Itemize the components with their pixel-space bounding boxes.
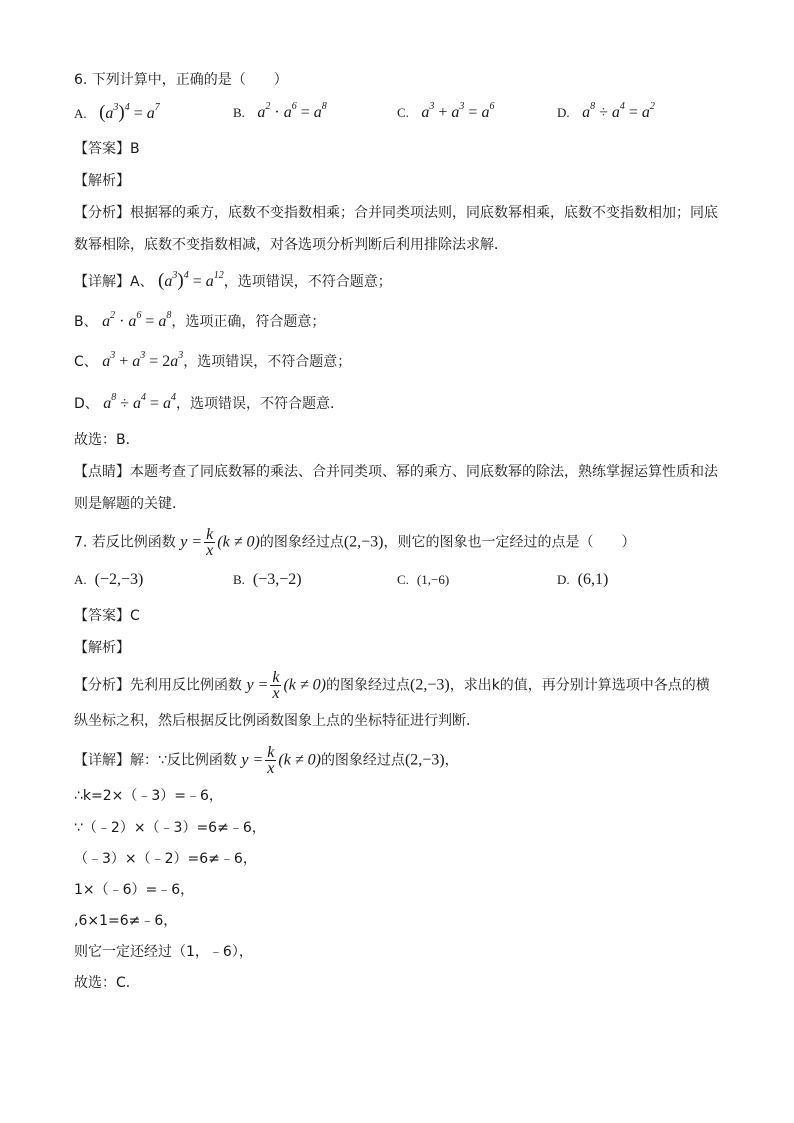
fenxi-mid: 的图象经过点 (326, 677, 411, 694)
q7-option-b (233, 570, 302, 590)
detail-d-expr: $a^8 \div a^4 = a^4$ (103, 392, 177, 412)
q7-step-6: 则它一定还经过（1，﹣6）， (74, 944, 253, 960)
detail-y-eq: y = (241, 751, 264, 769)
q7-option-c-label: C. (397, 572, 409, 587)
q7-option-a-label: A. (74, 572, 87, 587)
q6-option-c-expr: $a^3 + a^3 = a^6$ (421, 101, 495, 121)
q6-option-d-label: D. (557, 105, 570, 120)
detail-suffix: ， (444, 752, 459, 769)
q6-option-b-expr: $a^2 \cdot a^6 = a^8$ (257, 101, 327, 121)
fraction-denominator: x (267, 760, 275, 777)
q7-option-c (397, 570, 449, 590)
q6-fenxi-1 (74, 203, 718, 223)
q7-fenxi-1 (74, 670, 710, 701)
xiangjie-tag: 【详解】 (74, 274, 130, 290)
q6-detail-c (74, 352, 351, 372)
q7-option-a-expr: (−2,−3) (94, 571, 144, 588)
dianjing-tag: 【点睛】 (74, 464, 130, 480)
q6-detail-b (74, 312, 325, 332)
fenxi-fraction (270, 670, 281, 701)
q6-option-b (233, 103, 327, 123)
q7-detail-1 (74, 745, 459, 776)
q7-condition: (k ≠ 0) (217, 533, 260, 551)
q6-dianjing-2: 则是解题的关键． (74, 496, 186, 512)
q6-choose: 故选：B． (74, 432, 140, 448)
detail-c-prefix: C、 (74, 354, 98, 370)
fraction-denominator: x (206, 542, 214, 559)
detail-a-text: ，选项错误，不符合题意； (223, 274, 392, 290)
q7-option-d-label: D. (557, 572, 570, 587)
detail-prefix: 解：∵反比例函数 (130, 752, 237, 769)
dianjing-text: 本题考查了同底数幂的乘法、合并同类项、幂的乘方、同底数幂的除法，熟练掌握运算性质和法 (130, 464, 718, 480)
q7-stem-mid: 的图象经过点 (259, 534, 344, 551)
fenxi-prefix: 先利用反比例函数 (130, 677, 242, 694)
detail-fraction (265, 745, 276, 776)
q7-option-a (74, 570, 143, 590)
answer-tag: 【答案】 (74, 608, 130, 624)
q7-option-d-expr: (6,1) (577, 571, 609, 588)
q6-option-c (397, 103, 494, 123)
fraction-numerator: k (272, 669, 280, 686)
fraction-denominator: x (272, 685, 280, 702)
fraction-numerator: k (267, 744, 275, 761)
q7-stem-prefix: 7. 若反比例函数 (74, 534, 176, 551)
q7-option-b-expr: (−3,−2) (252, 571, 302, 588)
q7-stem (74, 527, 636, 558)
detail-c-expr: $a^3 + a^3 = 2a^3$ (102, 350, 184, 370)
answer-value: B (130, 141, 140, 157)
detail-d-text: ，选项错误，不符合题意． (176, 396, 345, 412)
answer-value: C (130, 608, 140, 624)
q7-step-1: ∴k=2×（﹣3）=﹣6， (74, 788, 223, 804)
q7-option-d (557, 570, 608, 590)
q6-detail-d (74, 394, 344, 414)
fenxi-condition: (k ≠ 0) (283, 676, 327, 694)
q7-step-3: （﹣3）×（﹣2）=6≠﹣6， (74, 851, 257, 867)
q6-answer (74, 139, 140, 159)
fenxi-text: 根据幂的乘方，底数不变指数相乘；合并同类项法则，同底数幂相乘，底数不变指数相加；同底 (130, 205, 718, 221)
q6-detail-a (74, 271, 392, 292)
fenxi-y-eq: y = (246, 676, 269, 694)
q6-option-a-expr: $(a^3)^4 = a^7$ (99, 102, 160, 123)
q7-step-7: 故选：C． (74, 975, 140, 991)
q7-option-c-expr: (1,−6) (416, 572, 450, 587)
q6-stem: 6. 下列计算中，正确的是（ ） (74, 72, 288, 88)
q7-fraction (204, 527, 215, 558)
detail-d-prefix: D、 (74, 396, 99, 412)
q7-step-5: ,6×1=6≠﹣6， (74, 913, 178, 929)
detail-point: (2,−3) (404, 751, 445, 769)
detail-condition: (k ≠ 0) (278, 751, 321, 769)
q6-option-b-label: B. (233, 105, 245, 120)
detail-a-expr: $(a^3)^4 = a^{12}$ (158, 270, 224, 291)
q6-fenxi-2: 数幂相除，底数不变指数相减，对各选项分析判断后利用排除法求解． (74, 237, 508, 253)
fenxi-point: (2,−3) (410, 676, 450, 694)
q6-option-a-label: A. (74, 106, 87, 121)
q7-step-2: ∵（﹣2）×（﹣3）=6≠﹣6， (74, 820, 266, 836)
q7-stem-suffix: ，则它的图象也一定经过的点是（ ） (383, 534, 636, 551)
q7-step-4: 1×（﹣6）=﹣6， (74, 882, 195, 898)
q6-option-c-label: C. (397, 105, 409, 120)
q7-analysis-tag: 【解析】 (74, 640, 130, 656)
fraction-numerator: k (206, 526, 214, 543)
q6-option-d-expr: $a^8 \div a^4 = a^2$ (582, 101, 655, 121)
xiangjie-tag: 【详解】 (74, 752, 130, 769)
detail-c-text: ，选项错误，不符合题意； (183, 354, 352, 370)
detail-a-prefix: A、 (130, 274, 154, 290)
q7-answer (74, 606, 140, 626)
q6-option-d (557, 103, 655, 123)
fenxi-tag: 【分析】 (74, 677, 130, 694)
detail-b-text: ，选项正确，符合题意； (171, 314, 326, 330)
q6-dianjing-1 (74, 462, 718, 482)
q6-option-a (74, 103, 160, 124)
detail-b-expr: $a^2 \cdot a^6 = a^8$ (102, 310, 172, 330)
q7-y-eq: y = (180, 533, 203, 551)
q7-fenxi-2: 纵坐标之积，然后根据反比例函数图象上点的坐标特征进行判断． (74, 713, 480, 729)
detail-mid: 的图象经过点 (320, 752, 405, 769)
answer-tag: 【答案】 (74, 141, 130, 157)
fenxi-suffix: ，求出k的值，再分别计算选项中各点的横 (449, 677, 710, 694)
q7-option-b-label: B. (233, 572, 245, 587)
q6-analysis-tag: 【解析】 (74, 173, 130, 189)
detail-b-prefix: B、 (74, 314, 98, 330)
fenxi-tag: 【分析】 (74, 205, 130, 221)
q7-point: (2,−3) (343, 533, 384, 551)
